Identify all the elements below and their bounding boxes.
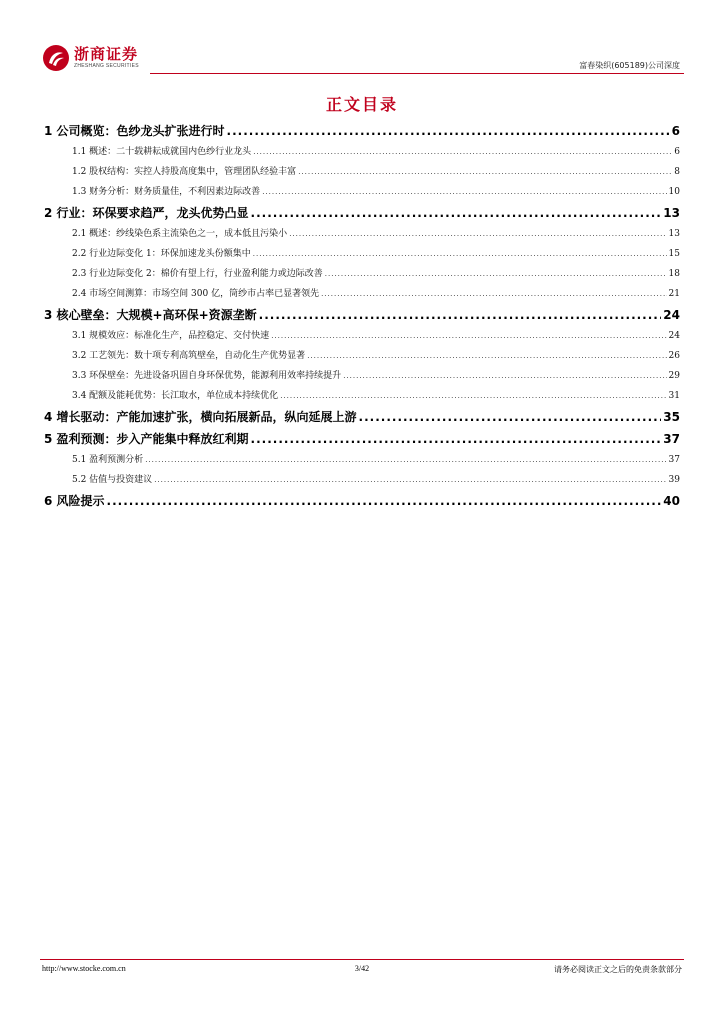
footer-divider	[40, 959, 684, 960]
company-logo	[42, 44, 139, 72]
toc-section-entry[interactable]	[44, 490, 680, 512]
toc-entry-label: 3.1 规模效应：标准化生产，品控稳定、交付快速	[72, 331, 270, 341]
toc-dot-leader	[359, 406, 662, 428]
logo-en-text: ZHESHANG SECURITIES	[74, 63, 139, 69]
disclaimer-note: 请务必阅读正文之后的免责条款部分	[554, 965, 682, 974]
toc-dot-leader	[262, 182, 666, 202]
toc-entry-label: 5.2 估值与投资建议	[72, 475, 153, 485]
toc-entry-label: 2.3 行业边际变化 2：棉价有望上行，行业盈利能力或边际改善	[72, 269, 323, 279]
toc-entry-page: 6	[674, 147, 680, 157]
toc-dot-leader	[253, 244, 667, 264]
toc-entry-page: 13	[663, 206, 680, 220]
zheshang-logo-icon	[42, 44, 70, 72]
toc-entry-page: 10	[668, 187, 680, 197]
toc-subsection-entry[interactable]	[44, 224, 680, 244]
toc-entry-page: 24	[668, 331, 680, 341]
toc-entry-page: 13	[668, 229, 680, 239]
toc-entry-label: 3 核心壁垒：大规模+高环保+资源垄断	[44, 308, 257, 322]
toc-subsection-entry[interactable]	[44, 142, 680, 162]
toc-entry-page: 24	[663, 308, 680, 322]
toc-section-entry[interactable]	[44, 202, 680, 224]
toc-entry-label: 3.3 环保壁垒：先进设备巩固自身环保优势，能源利用效率持续提升	[72, 371, 342, 381]
toc-entry-label: 2.1 概述：纱线染色系主流染色之一，成本低且污染小	[72, 229, 288, 239]
toc-dot-leader	[145, 450, 666, 470]
report-label: 富春染织(605189)公司深度	[579, 61, 680, 70]
toc-entry-label: 5.1 盈利预测分析	[72, 455, 144, 465]
toc-entry-page: 37	[663, 432, 680, 446]
toc-entry-page: 29	[668, 371, 680, 381]
page-number: 3/42	[354, 964, 370, 973]
header-divider	[150, 73, 684, 74]
toc-dot-leader	[307, 346, 666, 366]
logo-cn-text: 浙商证券	[74, 45, 139, 63]
toc-entry-label: 2 行业：环保要求趋严，龙头优势凸显	[44, 206, 249, 220]
toc-entry-label: 5 盈利预测：步入产能集中释放红利期	[44, 432, 249, 446]
toc-dot-leader	[289, 224, 666, 244]
toc-entry-page: 35	[663, 410, 680, 424]
toc-section-entry[interactable]	[44, 428, 680, 450]
toc-entry-label: 1 公司概览：色纱龙头扩张进行时	[44, 124, 225, 138]
toc-entry-page: 21	[668, 289, 680, 299]
toc-dot-leader	[251, 428, 662, 450]
toc-entry-label: 6 风险提示	[44, 494, 105, 508]
toc-dot-leader	[107, 490, 662, 512]
toc-entry-label: 4 增长驱动：产能加速扩张，横向拓展新品，纵向延展上游	[44, 410, 357, 424]
toc-entry-page: 6	[671, 124, 680, 138]
toc-dot-leader	[343, 366, 666, 386]
toc-subsection-entry[interactable]	[44, 346, 680, 366]
toc-dot-leader	[227, 120, 670, 142]
toc-dot-leader	[325, 264, 667, 284]
toc-entry-page: 15	[668, 249, 680, 259]
toc-subsection-entry[interactable]	[44, 326, 680, 346]
toc-dot-leader	[321, 284, 666, 304]
toc-subsection-entry[interactable]	[44, 182, 680, 202]
toc-subsection-entry[interactable]	[44, 284, 680, 304]
toc-entry-page: 8	[674, 167, 680, 177]
toc-dot-leader	[251, 202, 662, 224]
toc-entry-label: 1.3 财务分析：财务质量佳，不利因素边际改善	[72, 187, 261, 197]
toc-entry-page: 18	[668, 269, 680, 279]
toc-subsection-entry[interactable]	[44, 470, 680, 490]
toc-subsection-entry[interactable]	[44, 244, 680, 264]
toc-subsection-entry[interactable]	[44, 386, 680, 406]
toc-section-entry[interactable]	[44, 406, 680, 428]
toc-entry-page: 40	[663, 494, 680, 508]
toc-title: 正文目录	[325, 95, 398, 114]
toc-dot-leader	[259, 304, 662, 326]
toc-entry-page: 37	[668, 455, 680, 465]
page-footer	[40, 959, 684, 979]
toc-subsection-entry[interactable]	[44, 162, 680, 182]
toc-entry-label: 1.1 概述：二十载耕耘成就国内色纱行业龙头	[72, 147, 252, 157]
toc-entry-label: 2.4 市场空间测算：市场空间 300 亿，筒纱市占率已显著领先	[72, 289, 320, 299]
toc-dot-leader	[280, 386, 666, 406]
page-header	[40, 40, 684, 76]
toc-entry-label: 3.4 配额及能耗优势：长江取水，单位成本持续优化	[72, 391, 279, 401]
toc-section-entry[interactable]	[44, 304, 680, 326]
toc-entry-label: 1.2 股权结构：实控人持股高度集中，管理团队经验丰富	[72, 167, 297, 177]
table-of-contents	[44, 120, 680, 512]
toc-section-entry[interactable]	[44, 120, 680, 142]
toc-entry-page: 39	[668, 475, 680, 485]
toc-subsection-entry[interactable]	[44, 450, 680, 470]
toc-dot-leader	[298, 162, 672, 182]
toc-dot-leader	[154, 470, 666, 490]
toc-entry-page: 26	[668, 351, 680, 361]
toc-entry-label: 2.2 行业边际变化 1：环保加速龙头份额集中	[72, 249, 251, 259]
footer-url[interactable]: http://www.stocke.com.cn	[42, 964, 126, 973]
toc-subsection-entry[interactable]	[44, 366, 680, 386]
toc-entry-page: 31	[668, 391, 680, 401]
toc-dot-leader	[253, 142, 672, 162]
toc-subsection-entry[interactable]	[44, 264, 680, 284]
toc-entry-label: 3.2 工艺领先：数十项专利高筑壁垒，自动化生产优势显著	[72, 351, 306, 361]
toc-dot-leader	[271, 326, 666, 346]
